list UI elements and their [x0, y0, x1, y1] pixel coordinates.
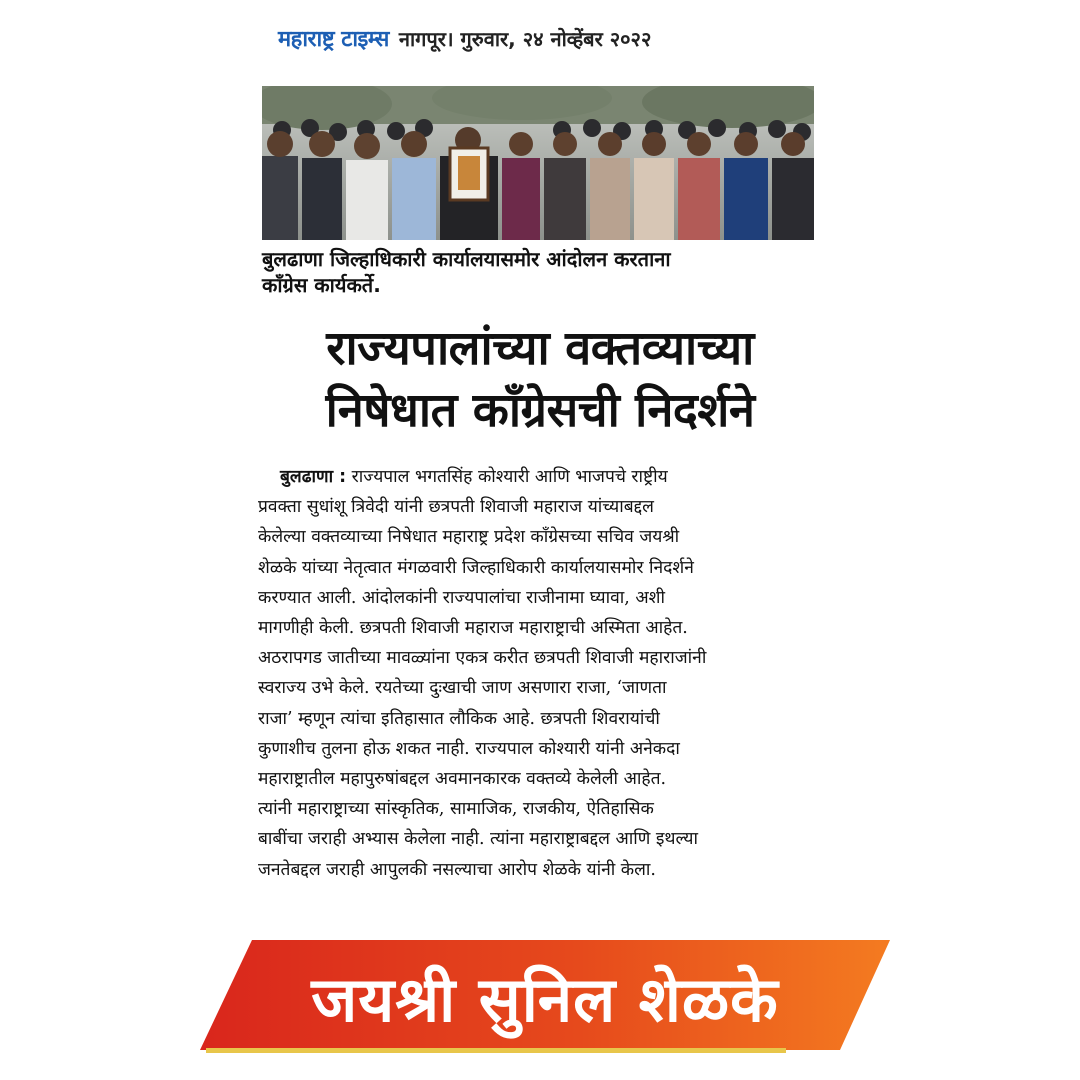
caption-line: बुलढाणा जिल्हाधिकारी कार्यालयासमोर आंदोलन करताना	[262, 247, 671, 271]
crowd-photo-icon	[262, 86, 814, 240]
article-line: प्रवक्ता सुधांशू त्रिवेदी यांनी छत्रपती शिवाजी महाराज यांच्याबद्दल	[258, 497, 654, 518]
article-line: त्यांनी महाराष्ट्राच्या सांस्कृतिक, सामाजिक, राजकीय, ऐतिहासिक	[258, 799, 654, 820]
photo-caption	[262, 246, 822, 298]
edition-dateline: नागपूर। गुरुवार, २४ नोव्हेंबर २०२२	[398, 26, 652, 51]
article-line: राजा’ म्हणून त्यांचा इतिहासात लौकिक आहे. छत्रपती शिवरायांची	[258, 708, 660, 729]
masthead	[278, 18, 818, 58]
article-line: बाबींचा जराही अभ्यास केलेला नाही. त्यांना महाराष्ट्राबद्दल आणि इथल्या	[258, 829, 699, 850]
article-line: मागणीही केली. छत्रपती शिवाजी महाराज महाराष्ट्राची अस्मिता आहेत.	[258, 618, 688, 639]
article-line	[258, 462, 818, 492]
person-name: जयश्री सुनिल शेळके	[311, 962, 779, 1036]
headline-line: निषेधात काँग्रेसची निदर्शने	[325, 383, 755, 438]
news-photo	[262, 86, 814, 240]
caption-line: काँग्रेस कार्यकर्ते.	[262, 273, 381, 297]
name-banner	[200, 940, 890, 1055]
article-line: स्वराज्य उभे केले. रयतेच्या दुःखाची जाण असणारा राजा, ‘जाणता	[258, 678, 667, 699]
headline-line: राज्यपालांच्या वक्तव्याच्या	[326, 321, 754, 376]
article-line: जनतेबद्दल जराही आपुलकी नसल्याचा आरोप शेळके यांनी केला.	[258, 859, 656, 880]
article-dateline: बुलढाणा :	[280, 467, 347, 487]
headline	[250, 318, 830, 442]
article-line: केलेल्या वक्तव्याच्या निषेधात महाराष्ट्र प्रदेश काँग्रेसच्या सचिव जयश्री	[258, 527, 680, 548]
newspaper-name: महाराष्ट्र टाइम्स	[278, 27, 389, 52]
article-body	[258, 462, 818, 885]
article-line: अठरापगड जातीच्या मावळ्यांना एकत्र करीत छत्रपती शिवाजी महाराजांनी	[258, 648, 707, 669]
article-line: महाराष्ट्रातील महापुरुषांबद्दल अवमानकारक वक्तव्ये केलेली आहेत.	[258, 769, 667, 790]
article-line: करण्यात आली. आंदोलकांनी राज्यपालांचा राजीनामा घ्यावा, अशी	[258, 587, 665, 608]
article-line: कुणाशीच तुलना होऊ शकत नाही. राज्यपाल कोश्यारी यांनी अनेकदा	[258, 738, 680, 759]
article-line-text: राज्यपाल भगतसिंह कोश्यारी आणि भाजपचे राष्ट्रीय	[351, 467, 668, 487]
article-line: शेळके यांच्या नेतृत्वात मंगळवारी जिल्हाधिकारी कार्यालयासमोर निदर्शने	[258, 557, 694, 578]
